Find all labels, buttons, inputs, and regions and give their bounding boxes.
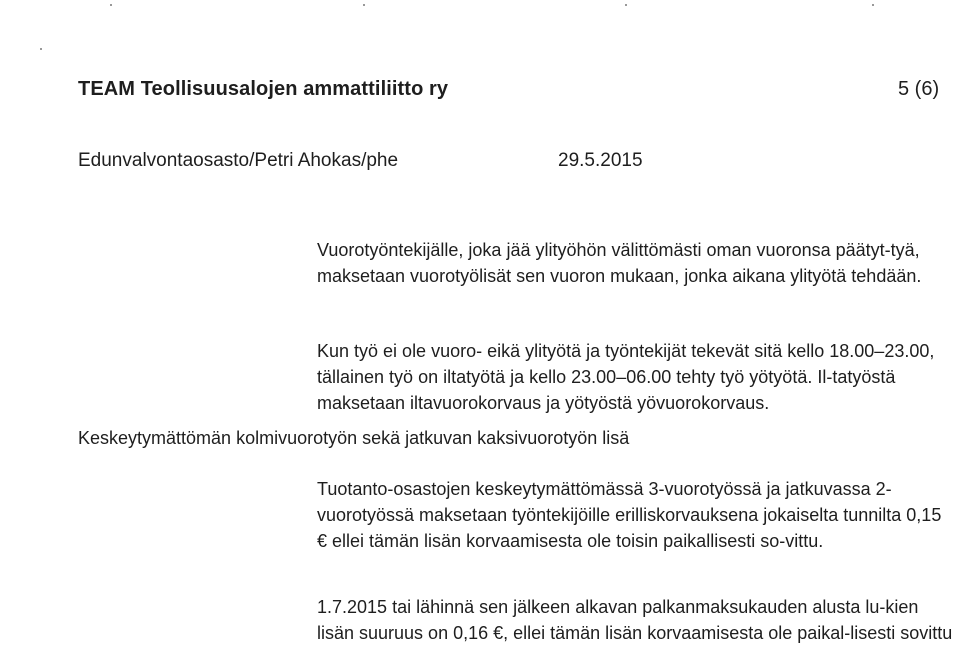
sender-line: Edunvalvontaosasto/Petri Ahokas/phe [78, 150, 399, 171]
scan-speck [363, 4, 365, 6]
body-paragraph-1: Vuorotyöntekijälle, joka jää ylityöhön välittömästi oman vuoronsa päätyt-tyä, maksetaan vuorotyölisät sen vuoron mukaan, jonka aikana ylityötä tehdään. [317, 240, 922, 286]
scan-speck [110, 4, 112, 6]
body-paragraph-2: Kun työ ei ole vuoro- eikä ylityötä ja työntekijät tekevät sitä kello 18.00–23.00, tällainen työ on iltatyötä ja kello 23.00–06.00 tehty työ yötyötä. Il-tatyöstä maksetaan iltavuorokorvaus ja yötyöstä yövuorokorvaus. [317, 341, 935, 413]
scan-speck [625, 4, 627, 6]
scan-speck [40, 48, 42, 50]
page-number: 5 (6) [898, 78, 940, 100]
scan-speck [872, 4, 874, 6]
section-heading: Keskeytymättömän kolmivuorotyön sekä jatkuvan kaksivuorotyön lisä [78, 428, 630, 448]
body-paragraph-4: 1.7.2015 tai lähinnä sen jälkeen alkavan palkanmaksukauden alusta lu-kien lisän suuruus on 0,16 €, ellei tämän lisän korvaamisesta ole paikal-lisesti sovittu [317, 597, 953, 643]
body-paragraph-3: Tuotanto-osastojen keskeytymättömässä 3-vuorotyössä ja jatkuvassa 2-vuorotyössä maksetaan työntekijöille erilliskorvauksena jokaiselta tunnilta 0,15 € ellei tämän lisän korvaamisesta ole toisin paikallisesti so-vittu. [317, 479, 942, 551]
organization-name: TEAM Teollisuusalojen ammattiliitto ry [78, 78, 449, 100]
document-date: 29.5.2015 [558, 150, 643, 171]
